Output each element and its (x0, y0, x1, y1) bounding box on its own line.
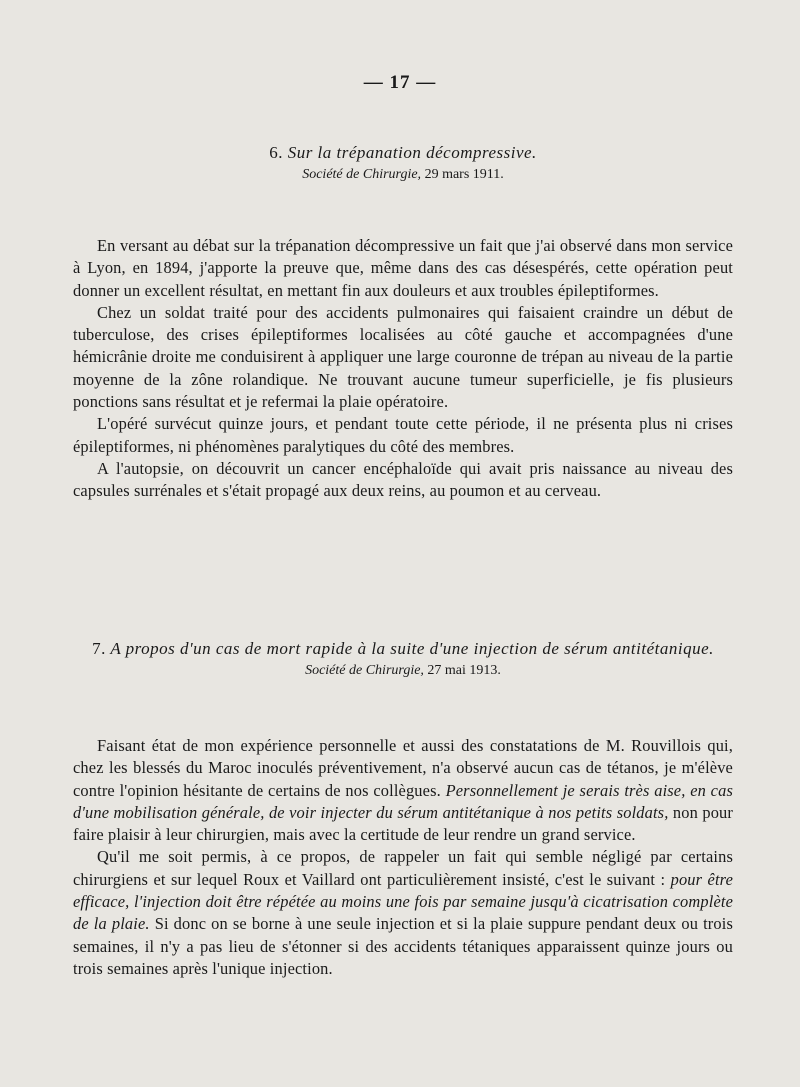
section-6-title: Sur la trépanation décompressive. (287, 143, 537, 162)
page-number: — 17 — (363, 72, 437, 93)
section-7-header (73, 638, 733, 682)
section-7-paragraph (73, 846, 733, 980)
section-7-date: 27 mai 1913. (427, 663, 501, 678)
section-6-title-line (73, 142, 733, 164)
section-6-paragraph: A l'autopsie, on découvrit un cancer encéphaloïde qui avait pris naissance au niveau des capsules surrénales et s'était propagé aux deux reins, au poumon et au cerveau. (73, 458, 733, 501)
section-7-paragraph (73, 735, 733, 846)
section-7-p1-italic: Personnellement je serais très aise, en cas d'une mobilisation générale, de voir injecter du sérum antitétanique à nos petits soldats, (73, 780, 733, 822)
section-6-date: 29 mars 1911. (424, 167, 504, 182)
section-7-p1-text: Faisant état de mon expérience personnelle et aussi des constatations de M. Rouvillois qui, chez les blessés du Maroc inoculés préventivement, n'a observé aucun cas de tétanos, je m'élève contre l'opinion hésitante de certains de nos collègues. (73, 736, 733, 800)
section-7-p2-italic: pour être efficace, l'injection doit être répétée au moins une fois par semaine jusqu'à cicatrisation complète de la plaie. (73, 869, 733, 934)
section-7-title-line (73, 638, 733, 660)
section-7-source (73, 660, 733, 682)
section-6-paragraph: En versant au débat sur la trépanation décompressive un fait que j'ai observé dans mon service à Lyon, en 1894, j'apporte la preuve que, même dans des cas désespérés, cette opération peut donner un excellent résultat, en mettant fin aux douleurs et aux troubles épileptiformes. (73, 236, 733, 300)
section-6-number: 6. (269, 143, 283, 162)
section-7-p2-text-end: Si donc on se borne à une seule injection et si la plaie suppure pendant deux ou trois semaines, il n'y a pas lieu de s'étonner si des accidents tétaniques apparaissent quinze jours ou trois semaines après l'unique injection. (73, 914, 733, 978)
section-7-p2-text: Qu'il me soit permis, à ce propos, de rappeler un fait qui semble négligé par certains chirurgiens et sur lequel Roux et Vaillard ont particulièrement insisté, c'est le suivant : (73, 847, 733, 889)
section-6-source (73, 164, 733, 186)
section-6-society: Société de Chirurgie, (302, 167, 422, 182)
section-7-body (73, 735, 733, 980)
section-7-title: A propos d'un cas de mort rapide à la suite d'une injection de sérum antitétanique. (110, 639, 714, 658)
section-7-p1-text-end: non pour faire plaisir à leur chirurgien, mais avec la certitude de leur rendre un grand service. (73, 802, 734, 845)
section-6-body (73, 235, 733, 503)
section-7-number: 7. (92, 639, 106, 658)
section-6-paragraph: L'opéré survécut quinze jours, et pendant toute cette période, il ne présenta plus ni crises épileptiformes, ni phénomènes paralytiques du côté des membres. (73, 414, 733, 456)
section-6-header (73, 142, 733, 186)
section-6-paragraph: Chez un soldat traité pour des accidents pulmonaires qui faisaient craindre un début de tuberculose, des crises épileptiformes localisées au côté gauche et accompagnées d'une hémicrânie droite me conduisirent à appliquer une large couronne de trépan au niveau de la partie moyenne de la zône rolandique. Ne trouvant aucune tumeur superficielle, je fis plusieurs ponctions sans résultat et je refermai la plaie opératoire. (73, 302, 733, 412)
section-7-society: Société de Chirurgie, (305, 663, 424, 678)
